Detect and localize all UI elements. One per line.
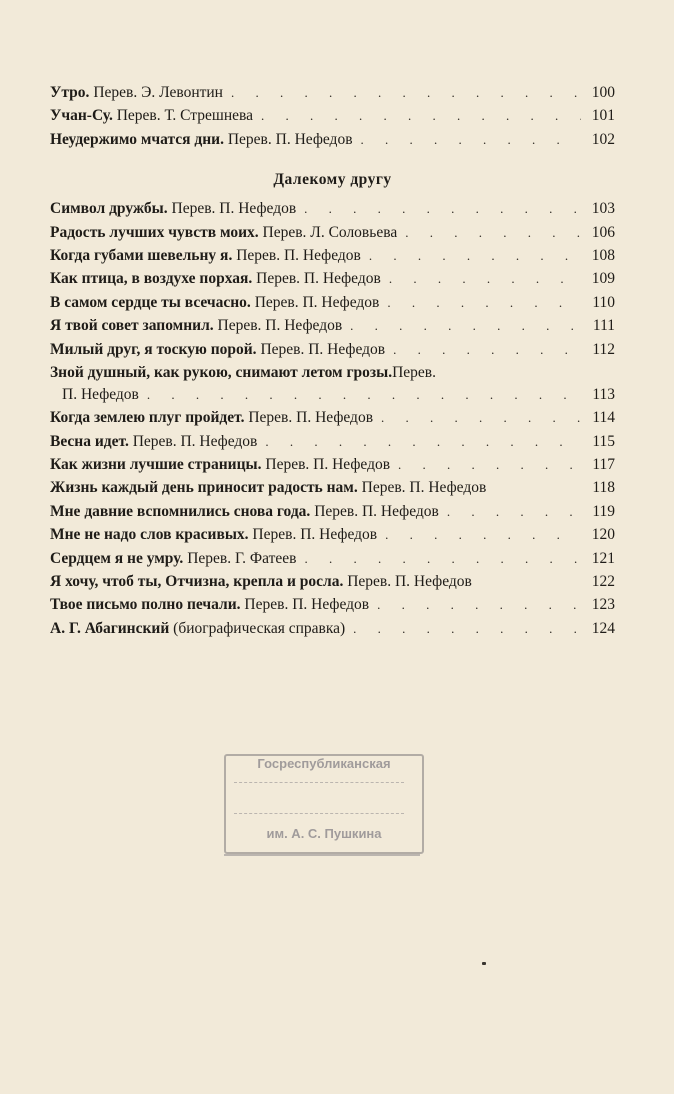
toc-entry-title: В самом сердце ты всечасно. bbox=[50, 293, 251, 311]
toc-entry-page: 109 bbox=[591, 270, 615, 288]
stamp-middle-lines bbox=[234, 782, 404, 814]
toc-entry-page: 115 bbox=[592, 432, 615, 450]
toc-entry-translator: Перев. П. Нефедов bbox=[213, 317, 343, 335]
leader-dots bbox=[223, 85, 581, 101]
toc-entry-translator: Перев. П. Нефедов bbox=[167, 200, 297, 218]
section-heading: Далекому другу bbox=[273, 171, 392, 189]
leader-dots bbox=[439, 504, 581, 520]
toc-entry bbox=[50, 526, 615, 549]
leader-dots bbox=[296, 201, 581, 217]
toc-entry bbox=[50, 200, 615, 223]
toc-entry-translator: Перев. П. Нефедов bbox=[343, 573, 472, 591]
toc-entry bbox=[50, 573, 615, 596]
leader-dots bbox=[390, 457, 581, 473]
toc-entry bbox=[50, 620, 615, 643]
toc-entry-title: Жизнь каждый день приносит радость нам. bbox=[50, 479, 358, 497]
toc-entry-page: 113 bbox=[592, 385, 615, 403]
library-stamp bbox=[224, 748, 424, 858]
toc-entry-translator: Перев. П. Нефедов bbox=[252, 270, 381, 288]
toc-entry-title: Сердцем я не умру. bbox=[50, 549, 184, 567]
toc-entry bbox=[50, 456, 615, 479]
toc-entry-translator: Перев. П. Нефедов bbox=[261, 456, 391, 474]
toc-entry-title: Когда землею плуг пройдет. bbox=[50, 409, 245, 427]
toc-entry-translator: Перев. bbox=[392, 363, 437, 381]
toc-entry-title: Как птица, в воздухе порхая. bbox=[50, 270, 253, 288]
leader-dots bbox=[385, 342, 581, 358]
toc-entry bbox=[50, 479, 615, 502]
toc-entry-title: А. Г. Абагинский bbox=[50, 619, 170, 637]
toc-entry bbox=[50, 247, 615, 270]
stamp-library-name: Госреспубликанская bbox=[257, 756, 391, 771]
toc-entry-translator: Перев. П. Нефедов bbox=[310, 502, 439, 520]
toc-entry-page: 106 bbox=[591, 223, 615, 241]
toc-entry-page: 108 bbox=[591, 246, 615, 264]
leader-dots bbox=[353, 132, 581, 148]
toc-entry-title: Когда губами шевельну я. bbox=[50, 246, 233, 264]
toc-entry-page: 118 bbox=[592, 479, 615, 497]
leader-dots bbox=[257, 434, 581, 450]
toc-entry-page: 114 bbox=[592, 409, 615, 427]
toc-entry-page: 110 bbox=[592, 293, 615, 311]
toc-entry bbox=[50, 224, 615, 247]
leader-dots bbox=[397, 225, 581, 241]
toc-entry-page: 101 bbox=[591, 107, 615, 125]
toc-entry-page: 119 bbox=[592, 502, 615, 520]
toc-entry-page: 112 bbox=[592, 340, 615, 358]
toc-entry-title: Я твой совет запомнил. bbox=[50, 317, 214, 335]
toc-entry-title: Весна идет. bbox=[50, 432, 129, 450]
toc-entry-translator: Перев. П. Нефедов bbox=[128, 432, 258, 450]
toc-entry-translator: (биографическая справка) bbox=[169, 619, 346, 637]
leader-dots bbox=[373, 410, 581, 426]
toc-entry-translator: Перев. П. Нефедов bbox=[250, 293, 380, 311]
table-of-contents bbox=[50, 84, 615, 643]
toc-entry-title: Твое письмо полно печали. bbox=[50, 596, 241, 614]
leader-dots bbox=[139, 387, 581, 403]
toc-entry-translator: П. Нефедов bbox=[62, 385, 139, 403]
toc-entry-page: 117 bbox=[592, 456, 615, 474]
toc-entry-title: Милый друг, я тоскую порой. bbox=[50, 340, 257, 358]
toc-entry-title: Символ дружбы. bbox=[50, 200, 168, 218]
toc-entry-page: 122 bbox=[591, 573, 615, 591]
toc-entry-title: Как жизни лучшие страницы. bbox=[50, 456, 262, 474]
toc-entry-title: Радость лучших чувств моих. bbox=[50, 223, 259, 241]
toc-entry-translator: Перев. П. Нефедов bbox=[232, 246, 361, 264]
toc-entry bbox=[50, 503, 615, 526]
toc-entry-page: 103 bbox=[591, 200, 615, 218]
toc-entry-title: Мне не надо слов красивых. bbox=[50, 526, 249, 544]
toc-entry-translator: Перев. П. Нефедов bbox=[357, 479, 487, 497]
leader-dots bbox=[361, 248, 581, 264]
toc-entry bbox=[50, 294, 615, 317]
toc-entry-page: 123 bbox=[591, 596, 615, 614]
toc-entry-title: Утро. bbox=[50, 84, 90, 101]
toc-entry-translator: Перев. Э. Левонтин bbox=[89, 84, 223, 101]
toc-entry-translator: Перев. П. Нефедов bbox=[256, 340, 386, 358]
leader-dots bbox=[379, 295, 581, 311]
toc-entry-page: 111 bbox=[592, 317, 615, 335]
toc-entry-title: Я хочу, чтоб ты, Отчизна, крепла и росла. bbox=[50, 573, 344, 591]
toc-entry-title: Зной душный, как рукою, снимают летом грозы. bbox=[50, 363, 393, 381]
stamp-underline bbox=[224, 854, 420, 856]
toc-entry-page: 100 bbox=[591, 84, 615, 101]
toc-entry bbox=[50, 317, 615, 340]
toc-entry-translator: Перев. П. Нефедов bbox=[240, 596, 370, 614]
toc-entry bbox=[50, 433, 615, 456]
toc-entry bbox=[50, 107, 615, 130]
toc-entry bbox=[50, 409, 615, 432]
toc-entry bbox=[50, 341, 615, 364]
toc-entry bbox=[50, 364, 615, 409]
stamp-library-dedication: им. А. С. Пушкина bbox=[266, 826, 382, 841]
toc-entry-page: 102 bbox=[591, 130, 615, 148]
paper-speck bbox=[482, 962, 486, 965]
toc-entry-translator: Перев. Л. Соловьева bbox=[258, 223, 398, 241]
toc-entry-title: Мне давние вспомнились снова года. bbox=[50, 502, 311, 520]
toc-entry bbox=[50, 550, 615, 573]
leader-dots bbox=[297, 551, 582, 567]
toc-entry-title: Неудержимо мчатся дни. bbox=[50, 130, 224, 148]
toc-entry-translator: Перев. П. Нефедов bbox=[223, 130, 353, 148]
toc-entry-translator: Перев. Г. Фатеев bbox=[183, 549, 297, 567]
leader-dots bbox=[369, 597, 581, 613]
toc-entry-page: 121 bbox=[591, 549, 615, 567]
toc-entry-page: 124 bbox=[591, 619, 615, 637]
leader-dots bbox=[381, 271, 581, 287]
toc-entry bbox=[50, 596, 615, 619]
toc-entry bbox=[50, 131, 615, 154]
toc-entry-translator: Перев. П. Нефедов bbox=[248, 526, 378, 544]
leader-dots bbox=[342, 318, 581, 334]
toc-entry bbox=[50, 270, 615, 293]
toc-entry-page: 120 bbox=[591, 526, 615, 544]
toc-entry-title: Учан-Су. bbox=[50, 107, 113, 125]
toc-entry bbox=[50, 84, 615, 107]
leader-dots bbox=[345, 621, 581, 637]
leader-dots bbox=[253, 108, 581, 124]
leader-dots bbox=[377, 527, 581, 543]
toc-entry-translator: Перев. Т. Стрешнева bbox=[112, 107, 253, 125]
toc-entry-translator: Перев. П. Нефедов bbox=[244, 409, 374, 427]
